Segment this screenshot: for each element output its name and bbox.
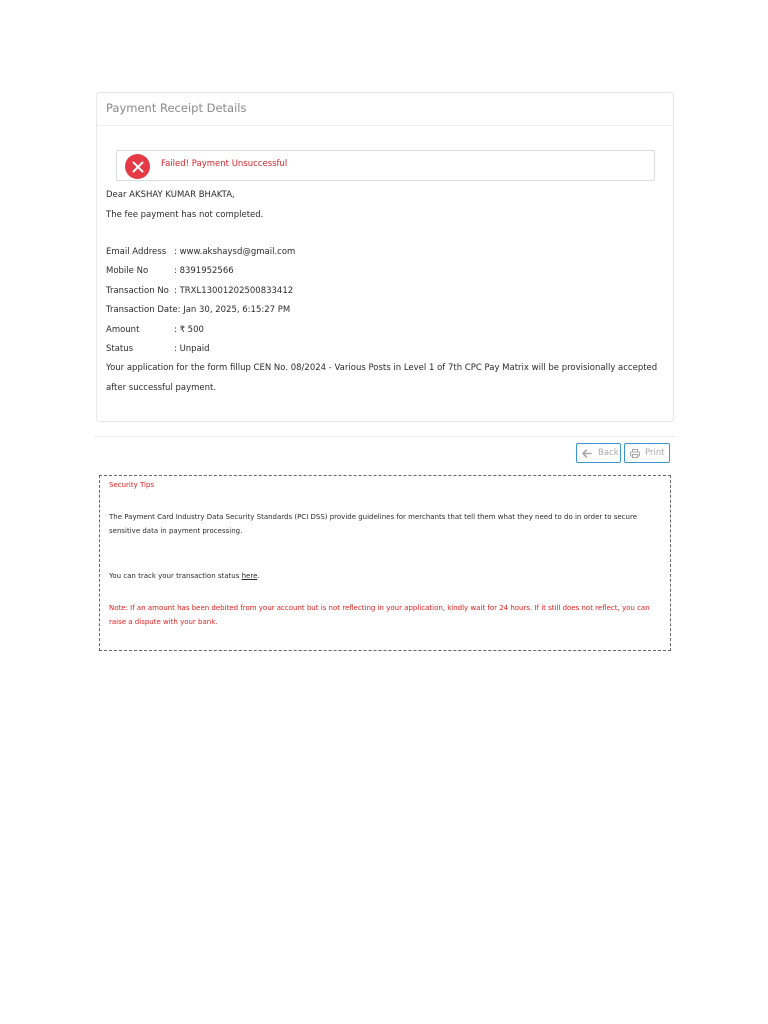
track-transaction-link[interactable]: here bbox=[241, 572, 258, 580]
refund-note: Note: If an amount has been debited from your account but is not reflecting in your application, kindly wait for 24 hours. If it still does not reflect, you can raise a dispute with your bank. bbox=[109, 604, 650, 626]
payment-receipt-card bbox=[96, 92, 674, 422]
detail-value: : ₹ 500 bbox=[174, 325, 204, 335]
track-transaction-text bbox=[109, 572, 260, 580]
detail-label: Amount bbox=[106, 325, 140, 335]
print-button-label: Print bbox=[645, 448, 665, 458]
detail-label: Transaction No bbox=[106, 286, 169, 296]
detail-row-email bbox=[106, 247, 295, 257]
detail-row-transaction-no bbox=[106, 286, 293, 296]
status-message: The fee payment has not completed. bbox=[106, 210, 264, 220]
detail-value: : TRXL13001202500833412 bbox=[174, 286, 294, 296]
payment-failed-alert bbox=[116, 150, 655, 181]
security-tips-box bbox=[99, 475, 671, 651]
detail-row-mobile bbox=[106, 266, 234, 276]
detail-label: Status bbox=[106, 344, 134, 354]
application-note: Your application for the form fillup CEN No. 08/2024 - Various Posts in Level 1 of 7th CPC Pay Matrix will be provisionally accepted after successful payment. bbox=[106, 363, 658, 393]
detail-value: : www.akshaysd@gmail.com bbox=[174, 247, 296, 257]
printer-icon bbox=[630, 449, 640, 458]
greeting-text: Dear AKSHAY KUMAR BHAKTA, bbox=[106, 190, 235, 200]
error-circle-icon bbox=[125, 154, 150, 179]
back-button-label: Back bbox=[598, 448, 619, 458]
detail-row-status bbox=[106, 344, 210, 354]
track-suffix: . bbox=[257, 572, 260, 580]
card-title: Payment Receipt Details bbox=[97, 93, 673, 126]
section-divider bbox=[94, 436, 676, 437]
detail-value: Jan 30, 2025, 6:15:27 PM bbox=[183, 305, 291, 315]
detail-value: : Unpaid bbox=[174, 344, 210, 354]
detail-value: : 8391952566 bbox=[174, 266, 234, 276]
alert-message: Failed! Payment Unsuccessful bbox=[161, 159, 288, 169]
track-prefix: You can track your transaction status bbox=[109, 572, 242, 580]
detail-label: Transaction Date: bbox=[106, 305, 181, 315]
detail-row-amount bbox=[106, 325, 204, 335]
print-button[interactable] bbox=[624, 443, 670, 463]
security-tips-title: Security Tips bbox=[109, 481, 155, 489]
arrow-left-icon bbox=[582, 449, 592, 458]
detail-row-transaction-date bbox=[106, 305, 290, 315]
detail-label: Email Address bbox=[106, 247, 167, 257]
detail-label: Mobile No bbox=[106, 266, 149, 276]
pci-dss-text: The Payment Card Industry Data Security Standards (PCI DSS) provide guidelines for merchants that tell them what they need to do in order to secure sensitive data in payment processing. bbox=[109, 513, 637, 535]
back-button[interactable] bbox=[576, 443, 621, 463]
